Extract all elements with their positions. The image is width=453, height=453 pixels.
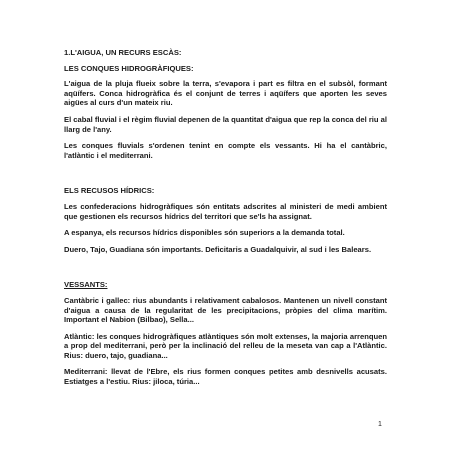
paragraph: Les conques fluvials s'ordenen tenint en compte els vessants. Hi ha el cantàbric, l'atlàntic i el mediterrani. [64,141,387,160]
paragraph: Duero, Tajo, Guadiana són importants. Deficitaris a Guadalquivir, al sud i les Balears. [64,244,372,254]
document-title: 1.L'AIGUA, UN RECURS ESCÀS: [64,48,182,57]
paragraph: L'aigua de la pluja flueix sobre la terra, s'evapora i part es filtra en el subsòl, formant aqüífers. Conca hidrogràfica és el conjunt de terres i aqüífers que aporten les seves aigües al curs d'un mateix riu. [64,79,387,108]
paragraph: El cabal fluvial i el règim fluvial depenen de la quantitat d'aigua que rep la conca del riu al llarg de l'any. [64,114,387,134]
section-heading-recursos: ELS RECUSOS HÍDRICS: [64,186,155,196]
document-page [64,48,387,387]
section-heading-vessants: VESSANTS: [64,280,108,290]
paragraph: A espanya, els recursos hídrics disponibles són superiors a la demanda total. [64,228,345,238]
paragraph: Atlàntic: les conques hidrogràfiques atlàntiques són molt extenses, la majoria arrenquen a prop del mediterrani, però per la inclinació del relleu de la meseta van cap a l'Atlàntic. Rius: duero, tajo, guadiana... [64,331,387,360]
paragraph: Mediterrani: llevat de l'Ebre, els rius formen conques petites amb desnivells acusats. Estiatges a l'estiu. Rius: jiloca, túria... [64,367,387,387]
page-number: 1 [378,421,382,428]
paragraph: Cantàbric i gallec: rius abundants i relativament cabalosos. Mantenen un nivell constant d'aigua a causa de la regularitat de les precipitacions, pròpies del clima marítim. Important el Nabion (Bilbao), Sella... [64,295,387,325]
paragraph: Les confederacions hidrogràfiques són entitats adscrites al ministeri de medi ambient que gestionen els recursos hídrics del territori que se'ls ha assignat. [64,201,387,221]
section-heading-conques: LES CONQUES HIDROGRÀFIQUES: [64,63,194,73]
